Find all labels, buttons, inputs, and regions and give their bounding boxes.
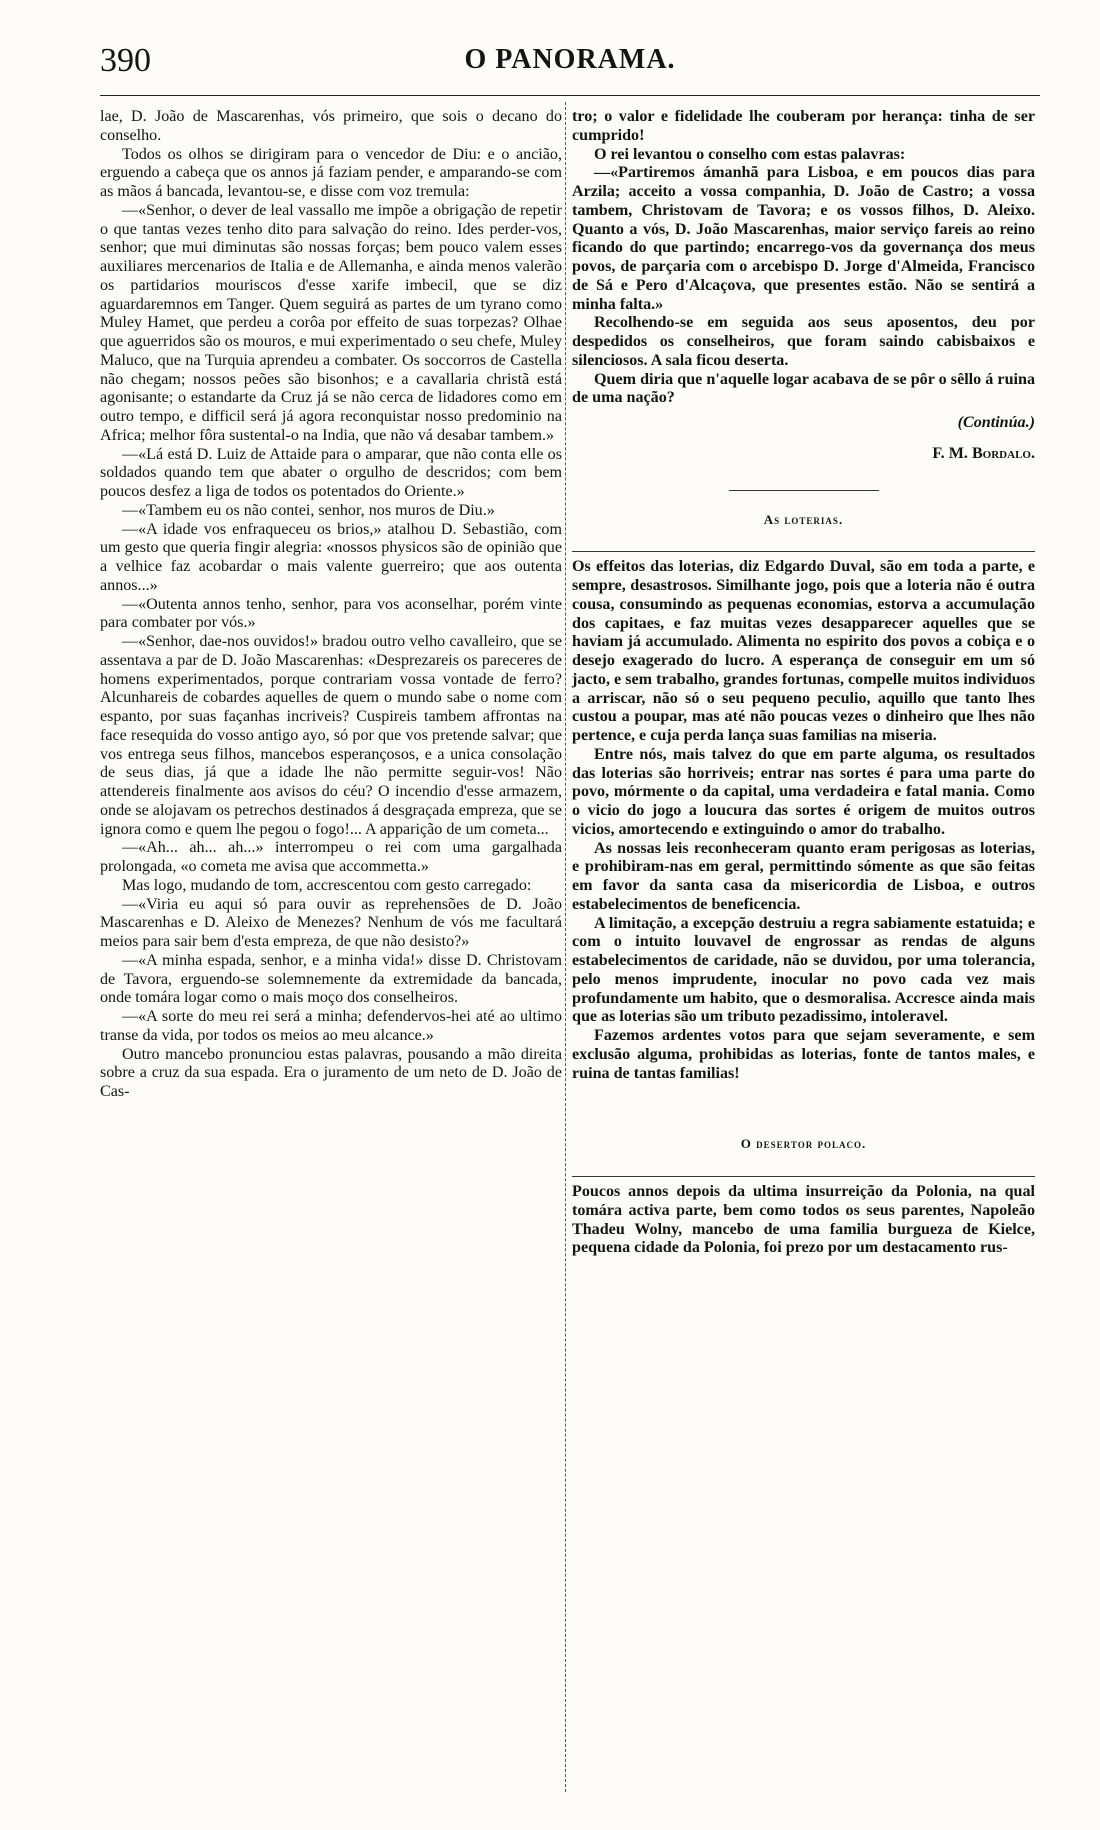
paragraph: Os effeitos das loterias, diz Edgardo Duval, são em toda a parte, e sempre, desastrosos. Similhante jogo, pois que a loteria não é outra cousa, consumindo as pequenas economias, estorva a accumulação dos capitaes, e faz muitas vezes desapparecer aquelles que se haviam já accumulado. Alimenta no espirito dos povos a cobiça e o desejo exagerado do lucro. A esperança de conseguir em um só jacto, e sem trabalho, grandes fortunas, compelle muitos individuos a arriscar, não só o seu pequeno peculio, aquillo que tanto lhes custou a poupar, mas até não poucas vezes o dinheiro que lhes não pertence, e cuja perda lança suas familias na miseria. xyxy=(572,558,1035,744)
running-title: O PANORAMA. xyxy=(464,44,676,75)
paragraph: Mas logo, mudando de tom, accrescentou com gesto carregado: xyxy=(122,876,532,894)
paragraph: lae, D. João de Mascarenhas, vós primeiro, que sois o decano do conselho. xyxy=(100,108,562,144)
right-column xyxy=(572,108,1035,1258)
paragraph: —«A minha espada, senhor, e a minha vida!» disse D. Christovam de Tavora, erguendo-se solemnemente da extremidade da bancada, onde tomára logar como o mais moço dos conselheiros. xyxy=(100,951,562,1007)
paragraph: —«A sorte do meu rei será a minha; defendervos-hei até ao ultimo transe da vida, por todos os meios ao meu alcance.» xyxy=(100,1008,562,1044)
paragraph: —«Partiremos ámanhã para Lisboa, e em poucos dias para Arzila; acceito a vossa companhia, D. João de Castro; a vossa tambem, Christovam de Tavora; e os vossos filhos, D. Aleixo. Quanto a vós, D. João Mascarenhas, maior serviço fareis ao reino ficando do que partindo; encarrego-vos da governança dos meus povos, de parçaria com o arcebispo D. Jorge d'Almeida, Francisco de Sá e Pero d'Alcaçova, que presentes estão. Não se sentirá a minha falta.» xyxy=(572,164,1035,313)
paragraph: tro; o valor e fidelidade lhe couberam por herança: tinha de ser cumprido! xyxy=(572,108,1035,144)
paragraph: —«Viria eu aqui só para ouvir as reprehensões de D. João Mascarenhas e D. Aleixo de Menezes? Nenhum de vós me facultará meios para sair bem d'esta empreza, de que não desisto?» xyxy=(100,895,562,950)
page-header xyxy=(100,42,1040,82)
section-title-loterias: As loterias. xyxy=(763,511,844,527)
paragraph: Todos os olhos se dirigiram para o vencedor de Diu: e o ancião, erguendo a cabeça que os annos já faziam pender, e amparando-se com as mãos á bancada, levantou-se, e disse com voz tremula: xyxy=(100,145,562,200)
paragraph: O rei levantou o conselho com estas palavras: xyxy=(594,145,906,163)
paragraph: —«Outenta annos tenho, senhor, para vos aconselhar, porém vinte para combater por vós.» xyxy=(100,595,562,632)
left-column xyxy=(100,108,562,1102)
paragraph: —«Senhor, o dever de leal vassallo me impõe a obrigação de repetir o que tantas vezes tenho dito para salvação do reino. Ides perder-vos, senhor; que mui diminutas são nossas forças; bem pouco valem esses auxiliares mercenarios de Italia e de Allemanha, e ainda menos valerão os partidarios mouriscos d'esse xarife imbecil, que se diz aguardaremnos em Tanger. Quem seguirá as partes de um tyrano como Muley Hamet, que perdeu a corôa por effeito de suas torpezas? Olhae que aguerridos são os mouros, e mui experimentado o seu chefe, Muley Maluco, que na Turquia aprendeu a combater. Os soccorros de Castella não chegam; nossos peões são bisonhos; e a cavallaria christã está agonisante; o estandarte da Cruz já se não cerca de lidadores como em outro tempo, e difficil será já agora reconquistar nosso predominio na Africa; melhor fôra sustental-o na India, que não vá desabar tambem.» xyxy=(100,201,562,444)
paragraph: —«A idade vos enfraqueceu os brios,» atalhou D. Sebastião, com um gesto que queria fingir alegria: «nossos physicos são de opinião que a velhice faz acobardar o mais valente guerreiro; que aos outenta annos...» xyxy=(100,520,562,594)
paragraph: Quem diria que n'aquelle logar acabava de se pôr o sêllo á ruina de uma nação? xyxy=(572,370,1035,407)
section-rule xyxy=(729,490,879,491)
paragraph: —«Ah... ah... ah...» interrompeu o rei com uma gargalhada prolongada, «o cometa me avisa que accommetta.» xyxy=(100,839,562,875)
section-desertor xyxy=(572,1176,1035,1258)
column-divider xyxy=(565,102,566,1792)
paragraph: —«Lá está D. Luiz de Attaide para o amparar, que não conta elle os soldados quando tem que abater o orgulho de descridos; com bem poucos desfez a liga de todos os potentados do Oriente.» xyxy=(100,445,562,500)
section-loterias xyxy=(572,551,1035,1083)
page-number: 390 xyxy=(100,42,151,79)
paragraph: A limitação, a excepção destruiu a regra sabiamente estatuida; e com o intuito louvavel de engrossar as rendas de alguns estabelecimentos de caridade, não se duvidou, por uma tolerancia, pelo menos imprudente, inocular no povo cada vez mais profundamente um habito, que o desmoralisa. Accresce ainda mais que as loterias são um tributo pezadissimo, intoleravel. xyxy=(572,914,1035,1026)
paragraph: As nossas leis reconheceram quanto eram perigosas as loterias, e prohibiram-nas em geral, permittindo sómente as que são feitas em favor da santa casa da misericordia de Lisboa, e outros estabelecimentos de beneficencia. xyxy=(572,839,1035,913)
paragraph: Recolhendo-se em seguida aos seus aposentos, deu por despedidos os conselheiros, que foram saindo cabisbaixos e silenciosos. A sala ficou deserta. xyxy=(572,314,1035,369)
paragraph: Outro mancebo pronunciou estas palavras, pousando a mão direita sobre a cruz da sua espada. Era o juramento de um neto de D. João de Cas- xyxy=(100,1045,562,1100)
paragraph: —«Senhor, dae-nos ouvidos!» bradou outro velho cavalleiro, que se assentava a par de D. João Mascarenhas: «Desprezareis os pareceres de homens experimentados, porque contrariam vossa vontade de ferro? Alcunhareis de cobardes aquelles de quem o mundo sabe o nome com espanto, por suas façanhas incriveis? Cuspireis tambem affrontas na face resequida do vosso antigo ayo, só por que vos pretende salvar; que vos entrega seus filhos, mancebos esperançosos, e a unica consolação de seus dias, já que a idade lhe não permitte seguir-vos! Não attendereis finalmente aos avisos do céu? O incendio d'esse armazem, onde se alojavam os petrechos destinados á desgraçada empreza, que se ignora como e quem lhe pegou o fogo!... A apparição de um cometa... xyxy=(100,633,562,838)
header-rule xyxy=(100,95,1040,96)
paragraph: Poucos annos depois da ultima insurreição da Polonia, na qual tomára activa parte, bem como todos os seus parentes, Napoleão Thadeu Wolny, mancebo de uma familia burgueza de Kielce, pequena cidade da Polonia, foi prezo por um destacamento rus- xyxy=(572,1183,1035,1257)
author-signature: F. M. Bordalo. xyxy=(932,444,1035,462)
continued-note: (Continúa.) xyxy=(957,414,1035,431)
section-title-desertor: O desertor polaco. xyxy=(740,1136,867,1152)
paragraph: Fazemos ardentes votos para que sejam severamente, e sem exclusão alguma, prohibidas as loterias, fonte de tantos males, e ruina de tantas familias! xyxy=(572,1027,1035,1082)
paragraph: Entre nós, mais talvez do que em parte alguma, os resultados das loterias são horriveis; entrar nas sortes é para uma parte do povo, mórmente o da capital, uma verdadeira e fatal mania. Como o vicio do jogo a loucura das sortes é origem de muitos outros vicios, amortecendo e extinguindo o amor do trabalho. xyxy=(572,745,1035,838)
paragraph: —«Tambem eu os não contei, senhor, nos muros de Diu.» xyxy=(122,501,495,519)
